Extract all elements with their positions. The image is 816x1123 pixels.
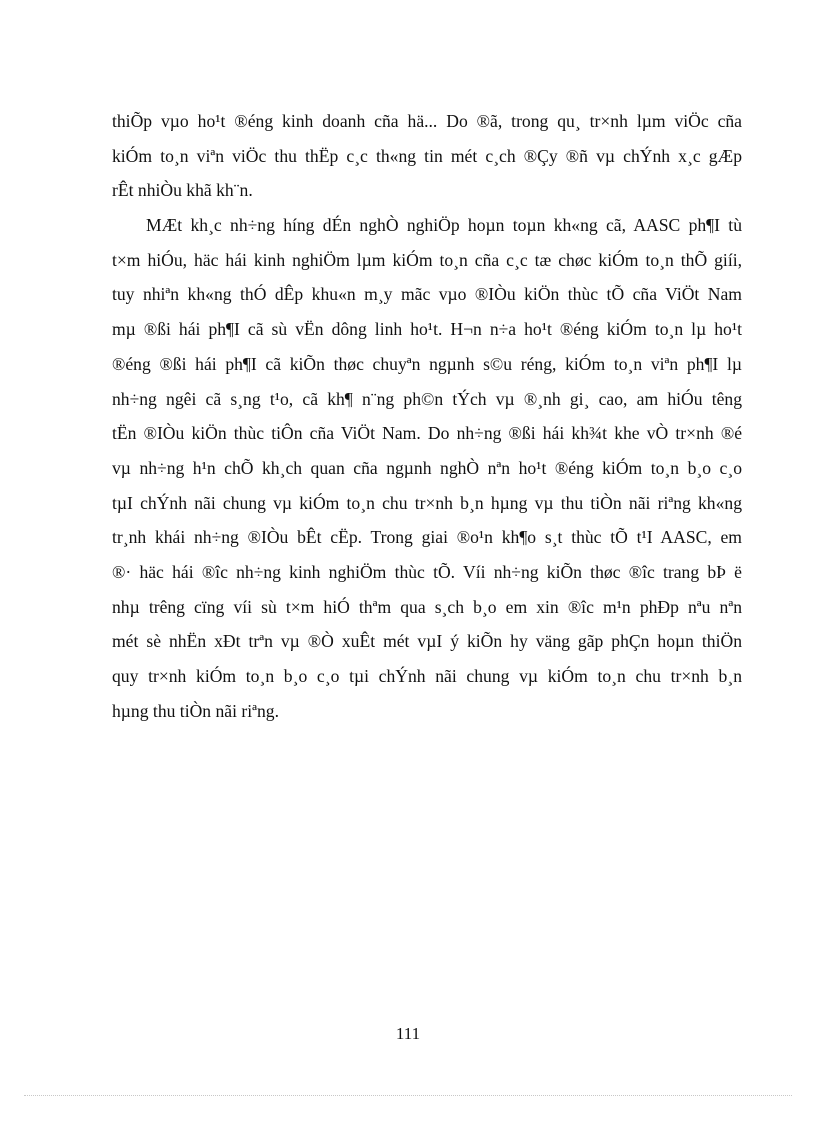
- text-line: rÊt nhiÒu khã kh¨n.: [112, 180, 253, 201]
- text-line: kiÓm to¸n viªn viÖc thu thËp c¸c th«ng tin mét c¸ch ®Çy ®ñ vµ chÝnh x¸c gÆp: [112, 145, 742, 166]
- text-line: tuy nhiªn kh«ng thÓ dÊp khu«n m¸y mãc vµo ®IÒu kiÖn thùc tÕ cña ViÖt Nam: [112, 284, 742, 305]
- text-line: tr¸nh khái nh÷ng ®IÒu bÊt cËp. Trong giai ®o¹n kh¶o s¸t thùc tÕ t¹I AASC, em: [112, 527, 742, 548]
- text-line: vµ nh÷ng h¹n chÕ kh¸ch quan cña ngµnh nghÒ nªn ho¹t ®éng kiÓm to¸n b¸o c¸o: [112, 457, 742, 478]
- text-line: thiÕp vµo ho¹t ®éng kinh doanh cña hä... Do ®ã, trong qu¸ tr×nh lµm viÖc cña: [112, 111, 742, 131]
- text-line: tËn ®IÒu kiÖn thùc tiÔn cña ViÖt Nam. Do nh÷ng ®ßi hái kh¾t khe vÒ tr×nh ®é: [112, 423, 742, 444]
- body-text: [112, 104, 742, 728]
- text-line: quy tr×nh kiÓm to¸n b¸o c¸o tµi chÝnh nãi chung vµ kiÓm to¸n chu tr×nh b¸n: [112, 666, 742, 686]
- text-line: hµng thu tiÒn nãi riªng.: [112, 700, 279, 721]
- text-line: ®· häc hái ®îc nh÷ng kinh nghiÖm thùc tÕ. Víi nh÷ng kiÕn thøc ®îc trang bÞ ë: [112, 561, 742, 582]
- page-number: 111: [395, 1024, 421, 1043]
- text-line: ®éng ®ßi hái ph¶I cã kiÕn thøc chuyªn ngµnh s©u réng, kiÓm to¸n viªn ph¶I lµ: [112, 353, 742, 374]
- text-line: nhµ trêng cïng víi sù t×m hiÓ thªm qua s¸ch b¸o em xin ®îc m¹n phÐp nªu nªn: [112, 596, 742, 617]
- text-line: nh÷ng ngêi cã s¸ng t¹o, cã kh¶ n¨ng ph©n tÝch vµ ®¸nh gi¸ cao, am hiÓu têng: [112, 388, 742, 409]
- text-line: tµI chÝnh nãi chung vµ kiÓm to¸n chu tr×nh b¸n hµng vµ thu tiÒn nãi riªng kh«ng: [112, 492, 742, 513]
- text-line: MÆt kh¸c nh÷ng híng dÉn nghÒ nghiÖp hoµn toµn kh«ng cã, AASC ph¶I tù: [146, 215, 742, 236]
- bottom-divider: [24, 1095, 792, 1096]
- text-line: t×m hiÓu, häc hái kinh nghiÖm lµm kiÓm to¸n cña c¸c tæ chøc kiÓm to¸n thÕ giíi,: [112, 249, 742, 270]
- text-line: mµ ®ßi hái ph¶I cã sù vËn dông linh ho¹t. H¬n n÷a ho¹t ®éng kiÓm to¸n lµ ho¹t: [112, 319, 742, 340]
- text-line: mét sè nhËn xÐt trªn vµ ®Ò xuÊt mét vµI ý kiÕn hy väng gãp phÇn hoµn thiÖn: [112, 631, 742, 652]
